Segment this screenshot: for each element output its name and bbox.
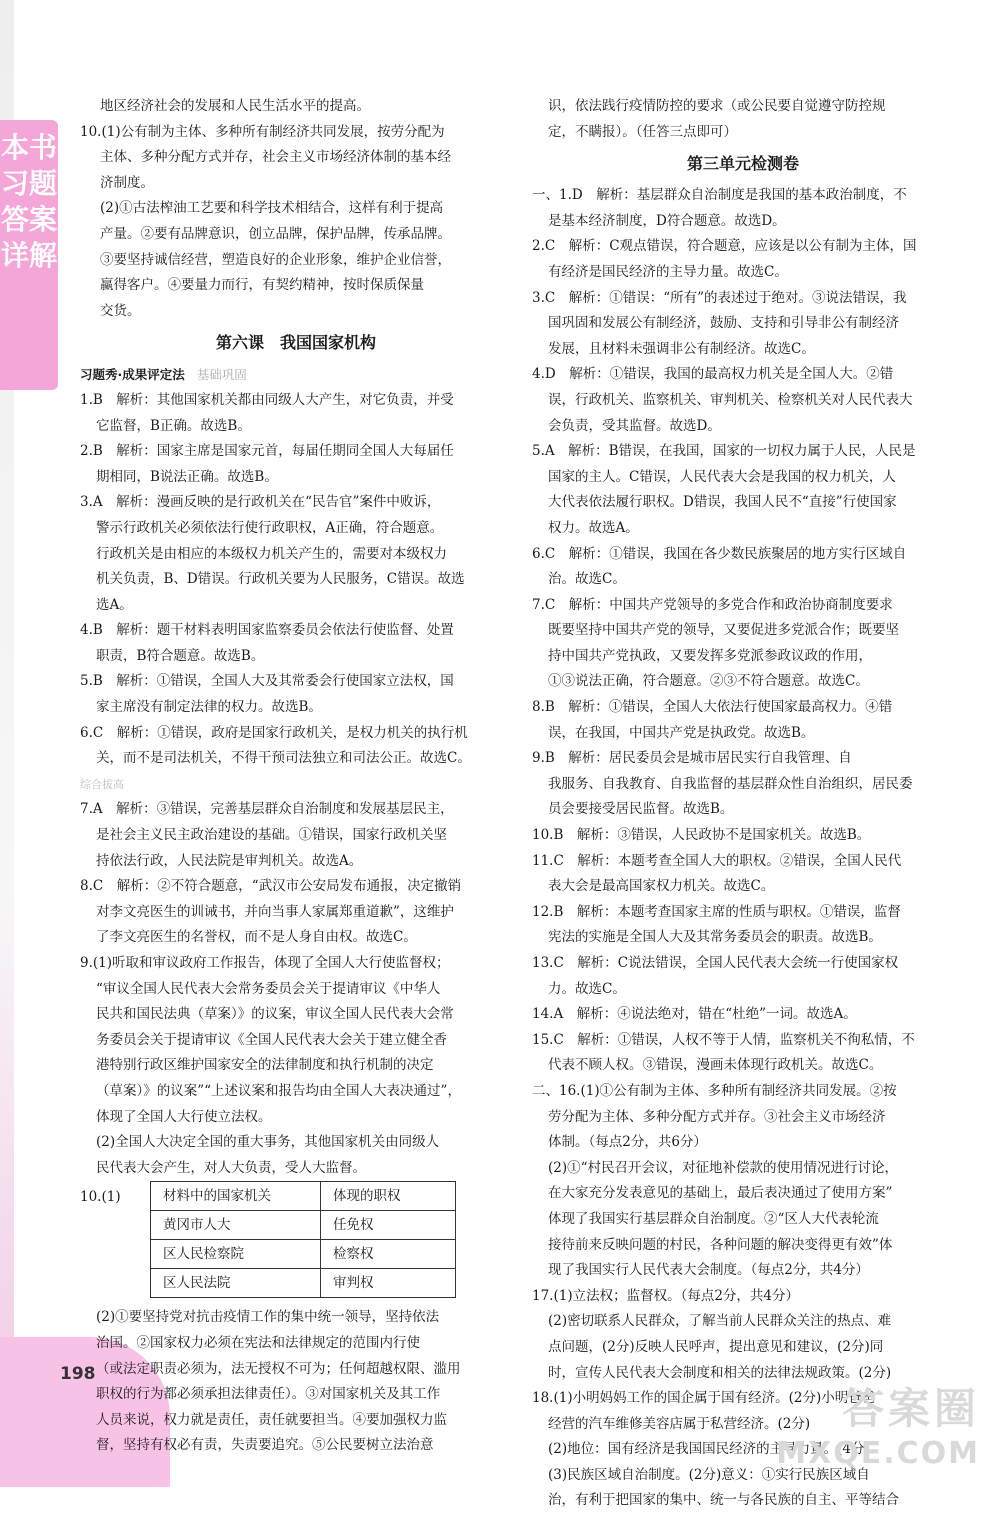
answer-line: ①③说法正确，符合题意。②③不符合题意。故选C。 [548,673,869,690]
answer-line: (2)全国人大决定全国的重大事务，其他国家机关由同级人 [96,1134,440,1151]
answer-line: 5.B 解析：①错误，全国人大及其常委会行使国家立法权，国 [80,673,454,690]
answer-line: 接待前来反映问题的村民，各种问题的解决变得更有效”体 [548,1236,893,1253]
answer-line: (2)地位：国有经济是我国国民经济的主导力量。(4分) [548,1441,870,1458]
table-cell: 区人民法院 [151,1269,321,1298]
faint-section-label: 综合拔高 [80,777,124,791]
table-row [151,1211,456,1240]
answer-line: 民共和国民法典（草案）》的议案，审议全国人民代表大会常 [96,1006,454,1023]
answer-line: 17.(1)立法权；监督权。（每点2分，共4分） [532,1287,800,1304]
answer-line: 误，在我国，中国共产党是执政党。故选B。 [548,724,815,741]
answer-line: 职责，B符合题意。故选B。 [96,647,265,664]
answer-line: (2)①“村民召开会议，对征地补偿款的使用情况进行讨论， [548,1159,899,1176]
table-question-number: 10.(1) [80,1189,121,1206]
answer-line: 14.A 解析：④说法绝对，错在“杜绝”一词。故选A。 [532,1006,857,1023]
answer-line: 我服务、自我教育、自我监督的基层群众性自治组织，居民委 [548,775,913,792]
answer-line: 6.C 解析：①错误，政府是国家行政机关，是权力机关的执行机 [80,724,468,741]
answer-line: 行政机关是由相应的本级权力机关产生的，需要对本级权力 [96,545,447,562]
answer-line: 一、1.D 解析：基层群众自治制度是我国的基本政治制度，不 [532,187,907,204]
answer-line: 是基本经济制度，D符合题意。故选D。 [548,212,786,229]
text-line: 地区经济社会的发展和人民生活水平的提高。 [100,98,370,114]
answer-line: 3.C 解析：①错误：“所有”的表述过于绝对。③说法错误，我 [532,289,907,306]
table-cell: 检察权 [321,1240,456,1269]
answer-line: 民代表大会产生，对人大负责，受人大监督。 [96,1159,366,1176]
answer-line: 7.C 解析：中国共产党领导的多党合作和政治协商制度要求 [532,596,893,613]
answer-line: 体现了我国实行基层群众自治制度。②“区人大代表轮流 [548,1210,879,1227]
answer-line: 了李文亮医生的名誉权，而不是人身自由权。故选C。 [96,929,417,946]
answer-line: 误，行政机关、监察机关、审判机关、检察机关对人民代表大 [548,391,913,408]
answer-line: 督，坚持有权必有责，失责要追究。⑤公民要树立法治意 [96,1437,434,1454]
answer-line: 8.C 解析：②不符合题意，“武汉市公安局发布通报，决定撤销 [80,878,462,895]
answer-line: 体现了全国人大行使立法权。 [96,1108,272,1125]
answer-line: 12.B 解析：本题考查国家主席的性质与职权。①错误，监督 [532,903,901,920]
answer-line: 宪法的实施是全国人大及其常务委员会的职责。故选B。 [548,929,882,946]
left-column [80,94,512,1459]
table-cell: 体现的职权 [321,1182,456,1211]
text-line: (2)①古法榨油工艺要和科学技术相结合，这样有利于提高 [100,200,444,217]
answer-line: (3)民族区域自治制度。(2分)意义：①实行民族区域自 [548,1466,870,1483]
answer-line: 18.(1)小明妈妈工作的国企属于国有经济。(2分)小明爸爸 [532,1390,876,1407]
answer-line: 务委员会关于提请审议《全国人民代表大会关于建立健全香 [96,1031,447,1048]
answer-line: 国家的主人。C错误，人民代表大会是我国的权力机关，人 [548,468,896,485]
answer-line: 5.A 解析：B错误，在我国，国家的一切权力属于人民，人民是 [532,443,916,460]
answer-line: 员会要接受居民监督。故选B。 [548,801,734,818]
answer-line: 大代表依法履行职权。D错误，我国人民不“直接”行使国家 [548,494,897,511]
answer-line: 2.B 解析：国家主席是国家元首，每届任期同全国人大每届任 [80,443,454,460]
left-top-block [80,94,512,324]
powers-table [150,1181,456,1298]
answer-line: 9.(1)听取和审议政府工作报告，体现了全国人大行使监督权； [80,955,450,971]
table-cell: 任免权 [321,1211,456,1240]
answer-line: 是社会主义民主政治建设的基础。①错误，国家行政机关坚 [96,827,447,844]
side-tab-label: 本书习题答案详解 [0,131,57,272]
answer-line: 对李文亮医生的训诫书，并向当事人家属郑重道歉”，这维护 [96,903,454,920]
answer-line: 治国。②国家权力必须在宪法和法律规定的范围内行使 [96,1334,420,1351]
answer-line: 9.B 解析：居民委员会是城市居民实行自我管理、自 [532,750,852,767]
answer-line: 家主席没有制定法律的权力。故选B。 [96,699,322,716]
powers-table-block [80,1181,512,1305]
answer-line: 现了我国实行人民代表大会制度。（每点2分，共4分） [548,1262,869,1279]
answer-line: 6.C 解析：①错误，我国在各少数民族聚居的地方实行区域自 [532,545,907,562]
answer-line: 人员来说，权力就是责任，责任就要担当。④要加强权力监 [96,1411,447,1428]
text-line: ③要坚持诚信经营，塑造良好的企业形象，维护企业信誉， [100,251,451,268]
text-line: 10.(1)公有制为主体、多种所有制经济共同发展，按劳分配为 [80,123,445,140]
answer-line: 治。故选C。 [548,571,626,588]
text-line: 识，依法践行疫情防控的要求（或公民要自觉遵守防控规 [548,98,886,114]
answer-line: 关，而不是司法机关，不得干预司法独立和司法公正。故选C。 [96,750,471,767]
left-low-block [80,797,512,1181]
answer-line: 表大会是最高国家权力机关。故选C。 [548,878,775,895]
answer-line: 15.C 解析：①错误，人权不等于人情，监察机关不徇私情，不 [532,1031,915,1048]
answer-line: 国巩固和发展公有制经济，鼓励、支持和引导非公有制经济 [548,315,899,332]
answer-line: 既要坚持中国共产党的领导，又要促进多党派合作；既要坚 [548,622,899,639]
lesson-heading: 第六课 我国国家机构 [215,333,376,353]
answer-line: 有经济是国民经济的主导力量。故选C。 [548,263,788,280]
answer-line: 发展，且材料未强调非公有制经济。故选C。 [548,340,815,357]
section-label-muted: 基础巩固 [196,367,247,383]
answer-line: 11.C 解析：本题考查全国人大的职权。②错误，全国人民代 [532,852,902,869]
unit-test-heading: 第三单元检测卷 [686,154,799,174]
table-cell: 黄冈市人大 [151,1211,321,1240]
answer-line: 体制。（每点2分，共6分） [548,1134,707,1151]
answer-line: 港特别行政区维护国家安全的法律制度和执行机制的决定 [96,1057,434,1074]
answer-line: 持中国共产党执政，又要发挥多党派参政议政的作用， [548,647,872,664]
answer-line: 期相同，B说法正确。故选B。 [96,468,278,485]
answer-line: 4.B 解析：题干材料表明国家监察委员会依法行使监督、处置 [80,622,454,639]
answer-line: 1.B 解析：其他国家机关都由同级人大产生，对它负责，并受 [80,391,454,408]
answer-line: （草案）》的议案”“上述议案和报告均由全国人大表决通过”， [96,1082,461,1099]
answer-line: 经营的汽车维修美容店属于私营经济。(2分) [548,1415,811,1432]
page-number: 198 [60,1364,96,1384]
answer-line: 职权的行为都必须承担法律责任）。③对国家机关及其工作 [96,1386,441,1403]
watermark-line-1: 答案圈 [841,1384,980,1433]
answer-line: 治，有利于把国家的集中、统一与各民族的自主、平等结合 [548,1492,899,1509]
answer-line: 7.A 解析：③错误，完善基层群众自治制度和发展基层民主， [80,801,454,818]
answer-line: 力。故选C。 [548,980,626,997]
table-header-row [151,1182,456,1211]
text-line: 主体、多种分配方式并存，社会主义市场经济体制的基本经 [100,149,451,166]
section-label-text: 习题秀·成果评定法 [80,367,185,383]
text-line: 交货。 [100,302,141,319]
side-tab [0,120,58,390]
section-label [80,362,512,388]
answer-line: 会负责，受其监督。故选D。 [548,417,721,434]
text-line: 定，不瞒报）。（任答三点即可） [548,123,737,140]
answer-line: (2)①要坚持党对抗击疫情工作的集中统一领导，坚持依法 [96,1309,440,1326]
answer-line: 8.B 解析：①错误，全国人大依法行使国家最高权力。④错 [532,699,893,716]
answer-line: 时，宣传人民代表大会制度和相关的法律法规政策。(2分) [548,1364,892,1381]
answer-line: “审议全国人民代表大会常务委员会关于提请审议《中华人 [96,980,441,997]
watermark-line-2: MXQE.COM [776,1436,980,1471]
answer-line: 3.A 解析：漫画反映的是行政机关在“民告官”案件中败诉， [80,494,441,511]
right-column [532,94,954,1514]
table-row [151,1240,456,1269]
right-answer-block [532,183,954,1514]
answer-line: 权力。故选A。 [548,519,639,536]
left-bottom-block [80,1305,512,1459]
answer-line: 10.B 解析：③错误，人民政协不是国家机关。故选B。 [532,827,871,844]
text-line: 济制度。 [100,174,154,191]
answer-line: 4.D 解析：①错误，我国的最高权力机关是全国人大。②错 [532,366,894,383]
answer-line: (2)密切联系人民群众，了解当前人民群众关注的热点、难 [548,1313,892,1330]
watermark-logo [776,1376,980,1471]
answer-line: 警示行政机关必须依法行使行政职权，A正确，符合题意。 [96,519,444,536]
answer-line: 在大家充分发表意见的基础上，最后表决通过了使用方案” [548,1185,893,1202]
table-cell: 材料中的国家机关 [151,1182,321,1211]
answer-line: 二、16.(1)①公有制为主体、多种所有制经济共同发展。②按 [532,1082,897,1099]
answer-line: 机关负责，B、D错误。行政机关要为人民服务，C错误。故选 [96,571,465,588]
text-line: 赢得客户。④要量力而行，有契约精神，按时保质保量 [100,277,424,294]
answer-line: 选A。 [96,596,133,613]
answer-line: 点问题，(2分)反映人民呼声，提出意见和建议，(2分)同 [548,1338,884,1355]
left-mid-block [80,388,512,772]
answer-line: 2.C 解析：C观点错误，符合题意，应该是以公有制为主体，国 [532,238,917,255]
answer-line: 持依法行政，人民法院是审判机关。故选A。 [96,852,363,869]
answer-line: 代表不顾人权。③错误，漫画未体现行政机关。故选C。 [548,1057,883,1074]
answer-line: 它监督，B正确。故选B。 [96,417,251,434]
table-cell: 区人民检察院 [151,1240,321,1269]
answer-line: （或法定职责必须为，法无授权不可为；任何超越权限、滥用 [96,1360,461,1377]
answer-line: 13.C 解析：C说法错误，全国人民代表大会统一行使国家权 [532,955,899,971]
table-row [151,1269,456,1298]
answer-line: 劳分配为主体、多种分配方式并存。③社会主义市场经济 [548,1108,886,1125]
text-line: 产量。②要有品牌意识，创立品牌，保护品牌，传承品牌。 [100,225,451,242]
table-cell: 审判权 [321,1269,456,1298]
